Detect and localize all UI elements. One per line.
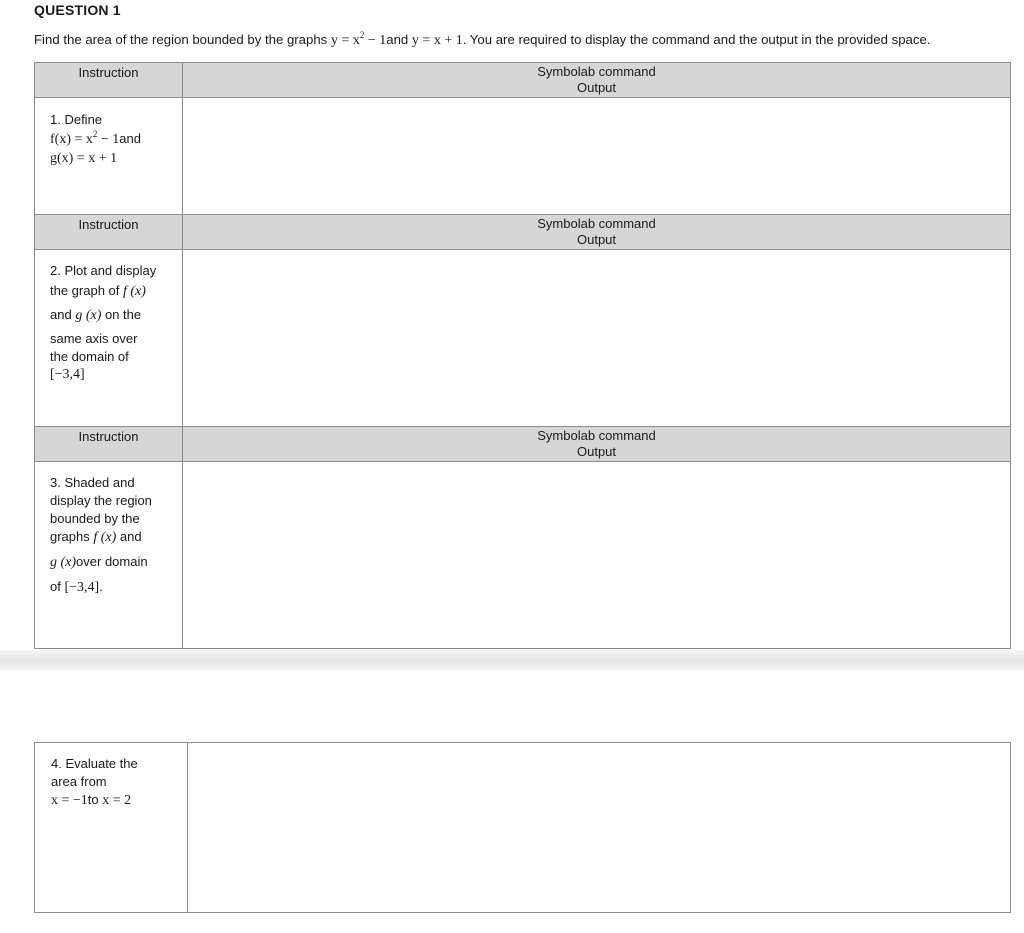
step4-line3 xyxy=(51,791,179,810)
step3-line6b: . xyxy=(99,579,103,594)
step4-instruction xyxy=(35,743,188,913)
step3-instruction xyxy=(35,462,183,649)
step3-line4 xyxy=(50,528,174,547)
header-command: Symbolab command xyxy=(537,64,656,79)
step4-x2: x = 2 xyxy=(102,793,132,808)
header-command-output xyxy=(183,63,1011,98)
step3-line6 xyxy=(50,578,174,597)
question-text xyxy=(34,32,930,49)
step3-line4a: graphs xyxy=(50,529,94,544)
instruction-table xyxy=(34,62,1011,649)
step3-line5 xyxy=(50,553,174,572)
step2-line3b: on the xyxy=(101,307,142,322)
table-header-row xyxy=(35,63,1011,98)
header-instruction: Instruction xyxy=(35,63,183,98)
step2-domain: [−3,4] xyxy=(50,367,85,382)
table-row-step2 xyxy=(35,250,1011,427)
question-and: and xyxy=(386,32,412,47)
header-output: Output xyxy=(576,232,617,247)
step1-f-rhs: − 1 xyxy=(97,132,120,147)
step2-line1: 2. Plot and display xyxy=(50,263,157,278)
header-output: Output xyxy=(576,444,617,459)
question-text-a: Find the area of the region bounded by the graphs xyxy=(34,32,331,47)
eq1-rhs: − 1 xyxy=(364,33,387,48)
header-output: Output xyxy=(576,80,617,95)
header-instruction: Instruction xyxy=(35,215,183,250)
step3-line1: 3. Shaded and xyxy=(50,475,135,490)
step4-x1: x = −1 xyxy=(51,793,88,808)
header-command-output xyxy=(183,215,1011,250)
header-command: Symbolab command xyxy=(537,428,656,443)
page-separator xyxy=(0,650,1024,670)
table-row-step4 xyxy=(35,743,1011,913)
step2-gx: g (x) xyxy=(75,308,102,323)
step1-line1: 1. Define xyxy=(50,112,103,127)
step3-domain: [−3,4] xyxy=(64,580,100,595)
step2-line5: the domain of xyxy=(50,349,129,364)
step1-answer-cell[interactable] xyxy=(183,98,1011,215)
table-header-row xyxy=(35,427,1011,462)
step2-line3 xyxy=(50,306,174,325)
step2-fx: f (x) xyxy=(123,284,146,299)
table-row-step1 xyxy=(35,98,1011,215)
step2-line3a: and xyxy=(50,307,76,322)
step1-f-lhs: f(x) = x xyxy=(50,132,93,147)
equation-2: y = x + 1 xyxy=(411,33,463,48)
step3-fx: f (x) xyxy=(93,530,117,545)
step1-f-definition xyxy=(50,129,174,149)
instruction-table-2 xyxy=(34,742,1011,913)
step4-answer-cell[interactable] xyxy=(188,743,1011,913)
step2-instruction xyxy=(35,250,183,427)
question-text-b: . You are required to display the command and the output in the provided space. xyxy=(462,32,931,47)
step3-line3: bounded by the xyxy=(50,511,140,526)
step4-line1: 4. Evaluate the xyxy=(51,756,138,771)
step4-line2: area from xyxy=(51,774,107,789)
table-header-row xyxy=(35,215,1011,250)
eq1-lhs: y = x xyxy=(330,33,360,48)
step3-answer-cell[interactable] xyxy=(183,462,1011,649)
header-command: Symbolab command xyxy=(537,216,656,231)
step3-line4b: and xyxy=(116,529,142,544)
step2-line4: same axis over xyxy=(50,331,138,346)
step3-line5b: over domain xyxy=(76,554,148,569)
equation-1 xyxy=(330,30,387,48)
step2-line2 xyxy=(50,282,174,301)
step3-line2: display the region xyxy=(50,493,152,508)
header-command-output xyxy=(183,427,1011,462)
step1-g-definition: g(x) = x + 1 xyxy=(50,151,118,166)
header-instruction: Instruction xyxy=(35,427,183,462)
step4-to: to xyxy=(87,792,103,807)
step1-instruction xyxy=(35,98,183,215)
step2-line2-text: the graph of xyxy=(50,283,123,298)
step3-line6a: of xyxy=(50,579,65,594)
step2-answer-cell[interactable] xyxy=(183,250,1011,427)
table-row-step3 xyxy=(35,462,1011,649)
question-title: QUESTION 1 xyxy=(34,2,121,18)
eq1-exponent: 2 xyxy=(359,30,365,40)
step1-and: and xyxy=(119,131,141,146)
step1-f-exponent: 2 xyxy=(92,129,98,139)
step3-gx: g (x) xyxy=(50,555,77,570)
